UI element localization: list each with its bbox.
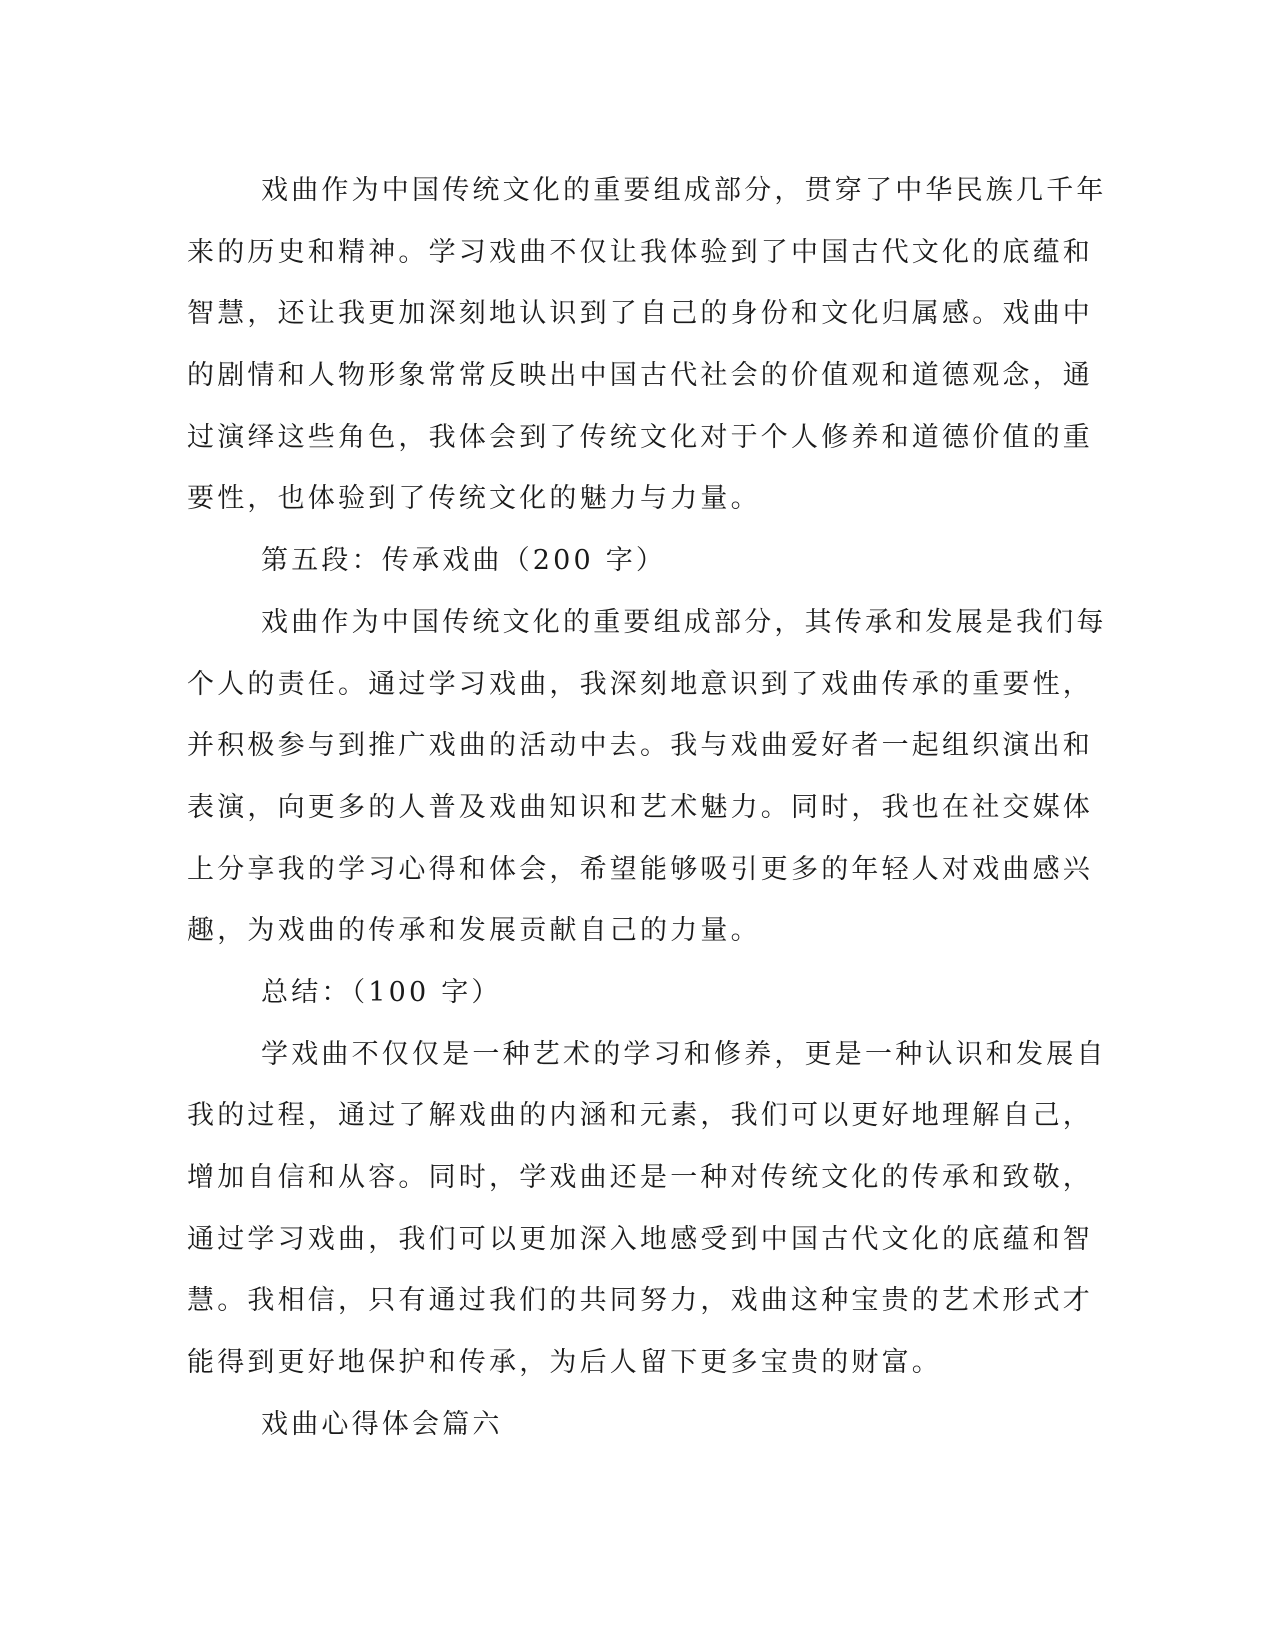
paragraph-line: 表演，向更多的人普及戏曲知识和艺术魅力。同时，我也在社交媒体: [187, 791, 1093, 823]
paragraph-line: 戏曲作为中国传统文化的重要组成部分，其传承和发展是我们每: [261, 606, 1107, 638]
paragraph-line: 能得到更好地保护和传承，为后人留下更多宝贵的财富。: [187, 1347, 942, 1379]
section-heading: 总结：（100 字）: [261, 976, 502, 1008]
paragraph-line: 并积极参与到推广戏曲的活动中去。我与戏曲爱好者一起组织演出和: [187, 730, 1093, 762]
section-heading: 第五段：传承戏曲（200 字）: [261, 545, 667, 577]
document-body: [187, 160, 1107, 1455]
paragraph-line: 增加自信和从容。同时，学戏曲还是一种对传统文化的传承和致敬，: [187, 1162, 1093, 1193]
paragraph-line: 学戏曲不仅仅是一种艺术的学习和修养，更是一种认识和发展自: [261, 1038, 1107, 1070]
paragraph-line: 慧。我相信，只有通过我们的共同努力，戏曲这种宝贵的艺术形式才: [187, 1285, 1093, 1317]
paragraph-line: 上分享我的学习心得和体会，希望能够吸引更多的年轻人对戏曲感兴: [187, 853, 1093, 885]
paragraph-line: 的剧情和人物形象常常反映出中国古代社会的价值观和道德观念，通: [187, 360, 1093, 392]
paragraph-line: 个人的责任。通过学习戏曲，我深刻地意识到了戏曲传承的重要性，: [187, 668, 1093, 700]
paragraph-line: 戏曲作为中国传统文化的重要组成部分，贯穿了中华民族几千年: [261, 175, 1107, 206]
paragraph-line: 我的过程，通过了解戏曲的内涵和元素，我们可以更好地理解自己，: [187, 1100, 1093, 1132]
paragraph-line: 来的历史和精神。学习戏曲不仅让我体验到了中国古代文化的底蕴和: [187, 236, 1093, 268]
paragraph-line: 通过学习戏曲，我们可以更加深入地感受到中国古代文化的底蕴和智: [187, 1223, 1093, 1255]
section-heading: 戏曲心得体会篇六: [261, 1408, 503, 1440]
paragraph-line: 过演绎这些角色，我体会到了传统文化对于个人修养和道德价值的重: [187, 421, 1093, 453]
paragraph-line: 智慧，还让我更加深刻地认识到了自己的身份和文化归属感。戏曲中: [187, 298, 1093, 330]
paragraph-line: 趣，为戏曲的传承和发展贡献自己的力量。: [187, 915, 761, 947]
paragraph-line: 要性，也体验到了传统文化的魅力与力量。: [187, 483, 761, 515]
